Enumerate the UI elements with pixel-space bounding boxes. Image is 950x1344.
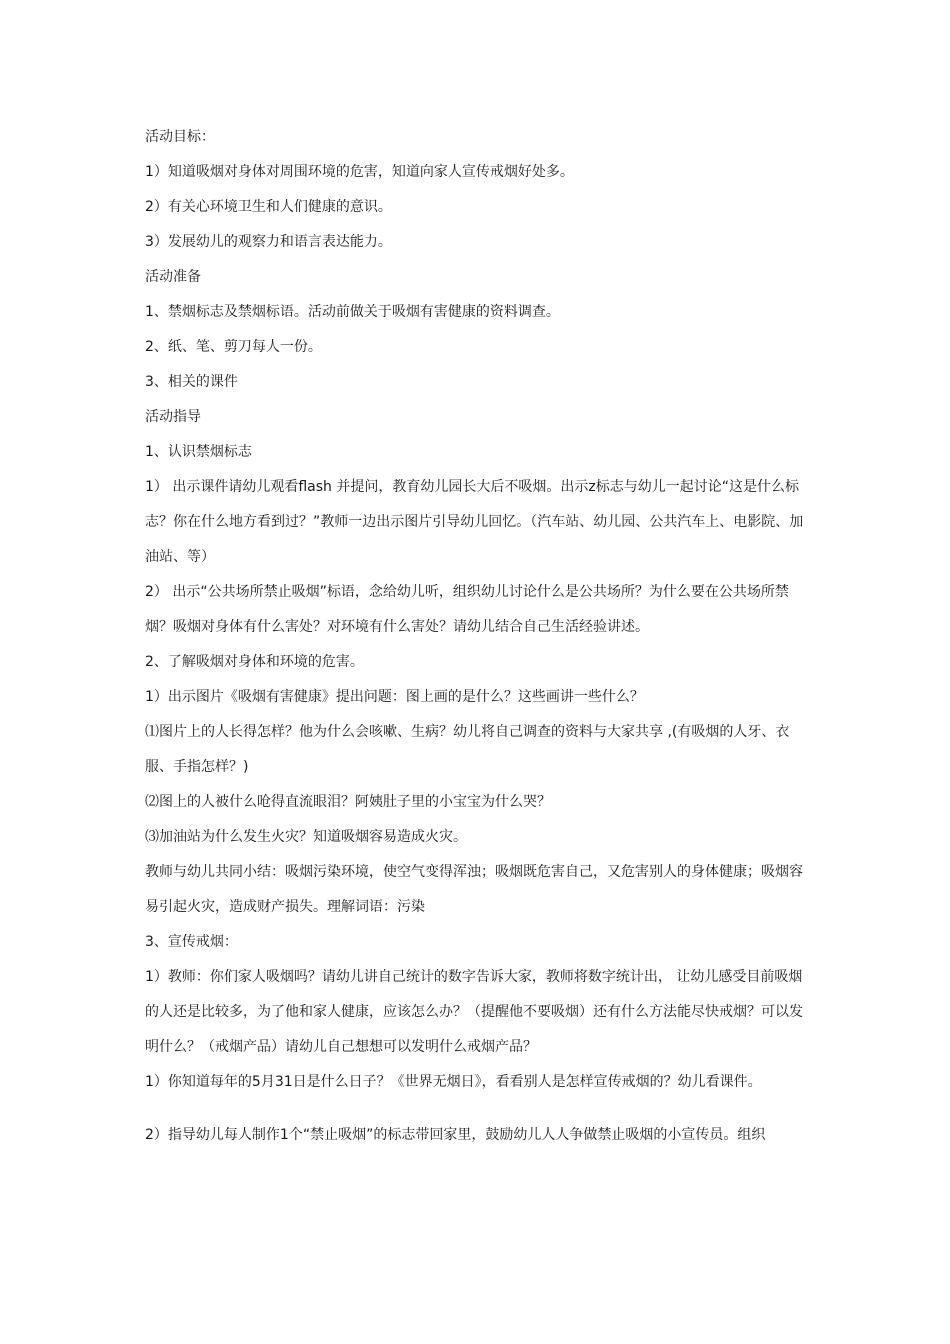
document-page (145, 120, 810, 1153)
section-2-subitem-2: ⑵图上的人被什么呛得直流眼泪？阿姨肚子里的小宝宝为什么哭？ (145, 794, 551, 810)
preparation-item-2: 2、纸、笔、剪刀每人一份。 (145, 339, 322, 355)
section-3-item-1b: 1）你知道每年的5月31日是什么日子？《世界无烟日》，看看别人是怎样宣传戒烟的？幼儿看课件。 (145, 1074, 762, 1090)
goal-item-1: 1）知道吸烟对身体对周围环境的危害，知道向家人宣传戒烟好处多。 (145, 164, 574, 180)
paragraph-gap (145, 1100, 810, 1118)
section-2-subitem-3: ⑶加油站为什么发生火灾？知道吸烟容易造成火灾。 (145, 829, 467, 845)
section-1-item-2: 2） 出示“公共场所禁止吸烟”标语，念给幼儿听，组织幼儿讨论什么是公共场所？为什么要在公共场所禁烟？吸烟对身体有什么害处？对环境有什么害处？请幼儿结合自己生活经验讲述。 (145, 584, 789, 635)
section-1-title: 1、认识禁烟标志 (145, 444, 252, 460)
heading-activity-preparation: 活动准备 (145, 269, 201, 285)
section-1-item-1: 1） 出示课件请幼儿观看flash 并提问，教育幼儿园长大后不吸烟。出示z标志与幼儿一起讨论“这是什么标志？你在什么地方看到过？”教师一边出示图片引导幼儿回忆。（汽车站、幼儿园、公共汽车上、电影院、加油站、等） (145, 479, 804, 565)
section-2-subitem-1: ⑴图片上的人长得怎样？他为什么会咳嗽、生病？幼儿将自己调查的资料与大家共享 ,(有吸烟的人牙、衣服、手指怎样？) (145, 724, 790, 775)
heading-activity-guidance: 活动指导 (145, 409, 201, 425)
section-2-item-1: 1）出示图片《吸烟有害健康》提出问题：图上画的是什么？这些画讲一些什么？ (145, 689, 644, 705)
section-3-title: 3、宣传戒烟： (145, 934, 238, 950)
goal-item-2: 2）有关心环境卫生和人们健康的意识。 (145, 199, 392, 215)
preparation-item-1: 1、禁烟标志及禁烟标语。活动前做关于吸烟有害健康的资料调查。 (145, 304, 560, 320)
section-3-item-2: 2）指导幼儿每人制作1个“禁止吸烟”的标志带回家里，鼓励幼儿人人争做禁止吸烟的小宣传员。组织 (145, 1127, 766, 1143)
section-2-title: 2、了解吸烟对身体和环境的危害。 (145, 654, 364, 670)
section-3-item-1: 1）教师：你们家人吸烟吗？请幼儿讲自己统计的数字告诉大家，教师将数字统计出， 让幼儿感受目前吸烟的人还是比较多，为了他和家人健康，应该怎么办？（提醒他不要吸烟）还有什么方法能尽快戒烟？可以发明什么？（戒烟产品）请幼儿自己想想可以发明什么戒烟产品？ (145, 969, 803, 1055)
heading-activity-goals: 活动目标： (145, 129, 215, 145)
goal-item-3: 3）发展幼儿的观察力和语言表达能力。 (145, 234, 392, 250)
preparation-item-3: 3、相关的课件 (145, 374, 238, 390)
section-2-summary: 教师与幼儿共同小结：吸烟污染环境，使空气变得浑浊；吸烟既危害自己，又危害别人的身体健康；吸烟容易引起火灾，造成财产损失。理解词语：污染 (145, 864, 803, 915)
